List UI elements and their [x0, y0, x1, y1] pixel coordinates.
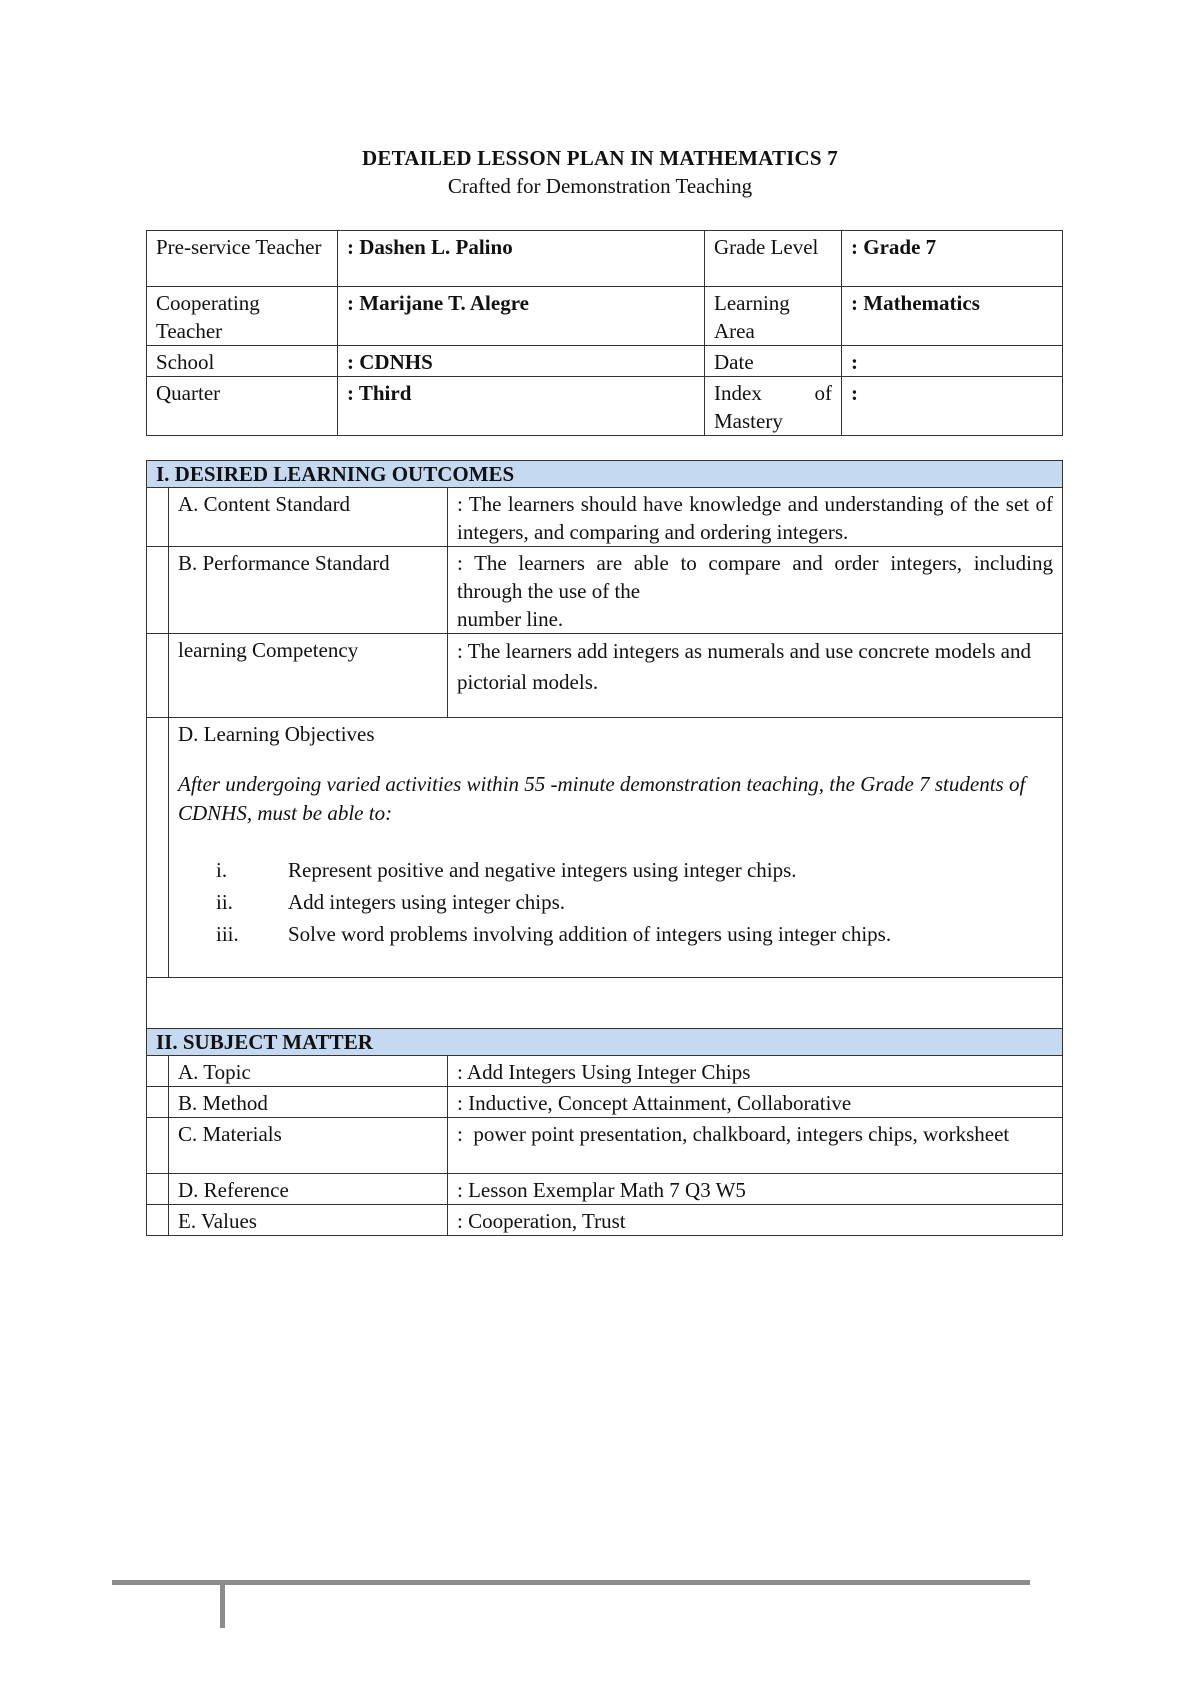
objective-number: i. [216, 858, 228, 882]
values-value: : Cooperation, Trust [448, 1205, 1063, 1236]
objective-text: Represent positive and negative integers using integer chips. [288, 858, 797, 882]
info-row-quarter [147, 377, 1063, 436]
index-label [705, 377, 842, 436]
quarter-label: Quarter [147, 377, 338, 436]
school-label: School [147, 346, 338, 377]
indent-cell [147, 634, 169, 718]
blank-row [147, 978, 1063, 1030]
performance-value-line1: : The learners are able to compare and order integers, including through the use of the [457, 551, 1054, 603]
quarter-value: : Third [338, 377, 705, 436]
objectives-label: D. Learning Objectives [178, 722, 375, 746]
objective-text: Add integers using integer chips. [288, 890, 566, 914]
values-row [147, 1205, 1063, 1236]
reference-label: D. Reference [169, 1174, 448, 1205]
cooperating-value: : Marijane T. Alegre [338, 287, 705, 346]
indent-cell [147, 488, 169, 547]
preservice-value: : Dashen L. Palino [338, 231, 705, 287]
objective-number: iii. [216, 922, 239, 946]
indent-cell [147, 1174, 169, 1205]
indent-cell [147, 1056, 169, 1087]
info-row-preservice [147, 231, 1063, 287]
materials-value: : power point presentation, chalkboard, integers chips, worksheet [448, 1118, 1063, 1174]
competency-row [147, 634, 1063, 718]
content-standard-value: : The learners should have knowledge and understanding of the set of integers, and comparing and ordering integers. [448, 488, 1063, 547]
objectives-cell [169, 718, 1063, 978]
objectives-row [147, 718, 1063, 978]
reference-row [147, 1174, 1063, 1205]
content-standard-label: A. Content Standard [169, 488, 448, 547]
method-value: : Inductive, Concept Attainment, Collaborative [448, 1087, 1063, 1118]
performance-standard-value [448, 547, 1063, 634]
method-label: B. Method [169, 1087, 448, 1118]
outcomes-heading: I. DESIRED LEARNING OUTCOMES [147, 461, 1063, 488]
content-standard-row [147, 488, 1063, 547]
reference-value: : Lesson Exemplar Math 7 Q3 W5 [448, 1174, 1063, 1205]
materials-row [147, 1118, 1063, 1174]
performance-standard-label: B. Performance Standard [169, 547, 448, 634]
indent-cell [147, 1205, 169, 1236]
indent-cell [147, 1087, 169, 1118]
grade-value: : Grade 7 [842, 231, 1063, 287]
area-label: Learning Area [705, 287, 842, 346]
indent-cell [147, 1118, 169, 1174]
cooperating-label: Cooperating Teacher [147, 287, 338, 346]
objective-item [178, 886, 1053, 918]
index-label-word1: Index [714, 381, 762, 405]
competency-value: : The learners add integers as numerals and use concrete models and pictorial models. [448, 634, 1063, 718]
topic-value: : Add Integers Using Integer Chips [448, 1056, 1063, 1087]
indent-cell [147, 718, 169, 978]
teacher-info-table [146, 230, 1063, 436]
objectives-intro: After undergoing varied activities within 55 -minute demonstration teaching, the Grade 7 students of CDNHS, must be able to: [178, 772, 1026, 825]
date-value: : [842, 346, 1063, 377]
info-row-cooperating [147, 287, 1063, 346]
info-row-school [147, 346, 1063, 377]
subject-heading-row [147, 1029, 1063, 1056]
footer-tick [220, 1585, 225, 1628]
values-label: E. Values [169, 1205, 448, 1236]
grade-label: Grade Level [705, 231, 842, 287]
learning-outcomes-table [146, 460, 1063, 1030]
topic-row [147, 1056, 1063, 1087]
performance-standard-row [147, 547, 1063, 634]
objectives-list [178, 854, 1053, 950]
subject-heading: II. SUBJECT MATTER [147, 1029, 1063, 1056]
index-value: : [842, 377, 1063, 436]
footer-rule [112, 1580, 1030, 1585]
document-title: DETAILED LESSON PLAN IN MATHEMATICS 7 [362, 146, 838, 170]
indent-cell [147, 547, 169, 634]
objective-number: ii. [216, 890, 233, 914]
topic-label: A. Topic [169, 1056, 448, 1087]
preservice-label: Pre-service Teacher [147, 231, 338, 287]
performance-value-line2: number line. [457, 607, 564, 631]
objective-item [178, 854, 1053, 886]
index-label-word2: of [814, 381, 832, 405]
blank-cell [147, 978, 1063, 1030]
outcomes-heading-row [147, 461, 1063, 488]
materials-label: C. Materials [169, 1118, 448, 1174]
document-subtitle: Crafted for Demonstration Teaching [447, 174, 753, 198]
objective-item [178, 918, 1053, 950]
method-row [147, 1087, 1063, 1118]
subject-matter-table [146, 1028, 1063, 1236]
date-label: Date [705, 346, 842, 377]
area-value: : Mathematics [842, 287, 1063, 346]
objective-text: Solve word problems involving addition of integers using integer chips. [288, 922, 892, 946]
school-value: : CDNHS [338, 346, 705, 377]
competency-label: learning Competency [169, 634, 448, 718]
index-label-word3: Mastery [714, 409, 783, 433]
